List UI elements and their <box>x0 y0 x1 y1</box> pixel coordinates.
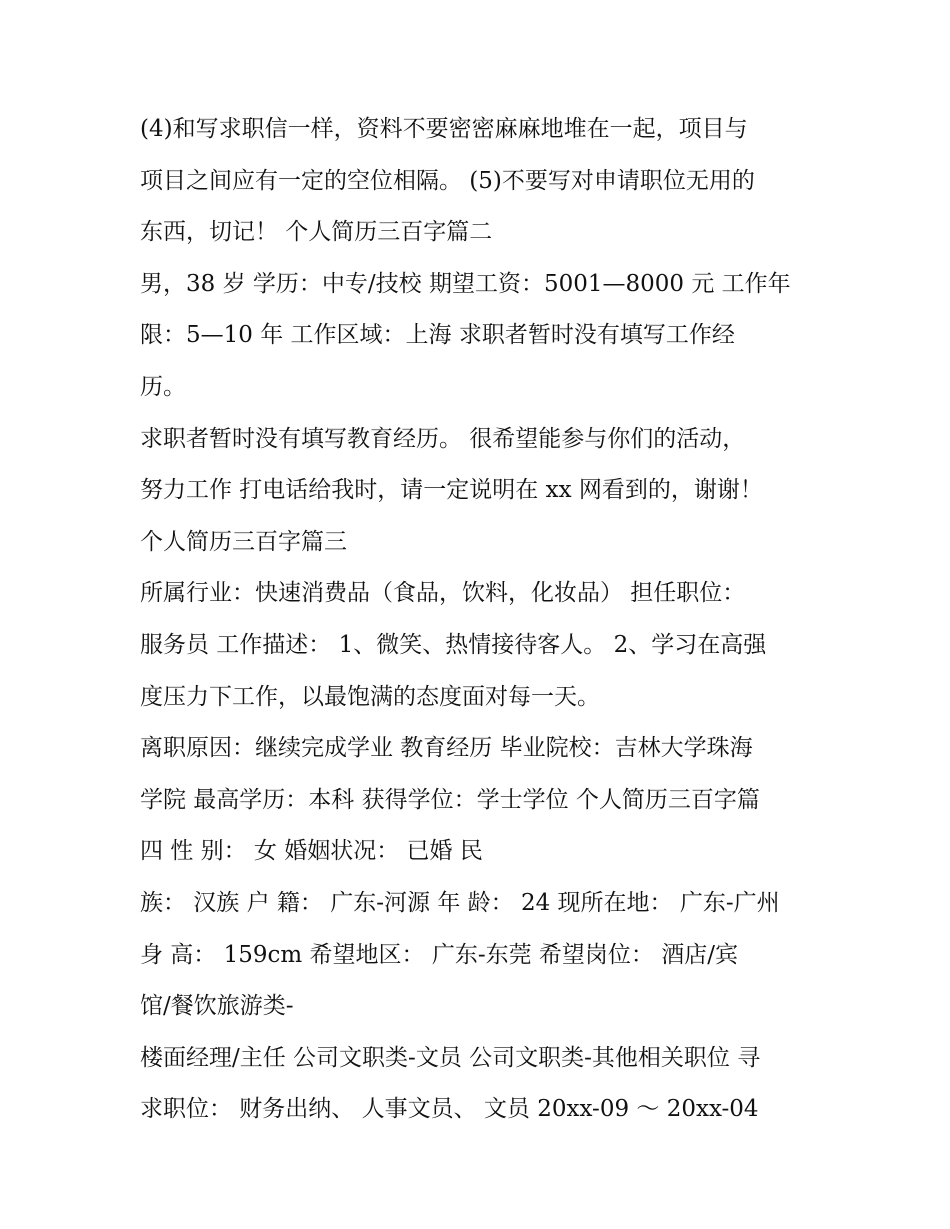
document-body <box>140 104 840 1136</box>
text-line-2: 项目之间应有一定的空位相隔。 (5)不要写对申请职位无用的 <box>140 167 755 194</box>
text-line-16: 族： 汉族 户 籍： 广东-河源 年 龄： 24 现所在地： 广东-广州 <box>140 889 780 916</box>
text-line-12: 度压力下工作，以最饱满的态度面对每一天。 <box>140 683 600 710</box>
text-line-5: 限：5—10 年 工作区域：上海 求职者暂时没有填写工作经 <box>140 322 735 349</box>
text-line-3: 东西，切记！ 个人简历三百字篇二 <box>140 219 493 246</box>
text-line-8: 努力工作 打电话给我时，请一定说明在 xx 网看到的，谢谢！ <box>140 477 763 504</box>
text-line-6: 历。 <box>140 373 186 400</box>
text-line-19: 楼面经理/主任 公司文职类-文员 公司文职类-其他相关职位 寻 <box>140 1044 761 1071</box>
text-line-14: 学院 最高学历：本科 获得学位：学士学位 个人简历三百字篇 <box>140 786 760 813</box>
text-line-9: 个人简历三百字篇三 <box>140 528 347 555</box>
text-line-18: 馆/餐饮旅游类- <box>140 993 294 1020</box>
text-line-10: 所属行业：快速消费品（食品，饮料，化妆品） 担任职位： <box>140 580 746 607</box>
text-line-4: 男，38 岁 学历：中专/技校 期望工资：5001—8000 元 工作年 <box>140 270 791 297</box>
text-line-1: (4)和写求职信一样，资料不要密密麻麻地堆在一起，项目与 <box>140 116 748 142</box>
text-line-20: 求职位： 财务出纳、 人事文员、 文员 20xx-09 ～ 20xx-04 <box>140 1096 759 1123</box>
text-line-13: 离职原因：继续完成学业 教育经历 毕业院校：吉林大学珠海 <box>140 735 753 762</box>
text-line-7: 求职者暂时没有填写教育经历。 很希望能参与你们的活动， <box>140 425 746 452</box>
text-line-15: 四 性 别： 女 婚姻状况： 已婚 民 <box>140 838 483 865</box>
text-line-17: 身 高： 159cm 希望地区： 广东-东莞 希望岗位： 酒店/宾 <box>140 941 738 968</box>
text-line-11: 服务员 工作描述： 1、微笑、热情接待客人。 2、学习在高强 <box>140 631 767 658</box>
